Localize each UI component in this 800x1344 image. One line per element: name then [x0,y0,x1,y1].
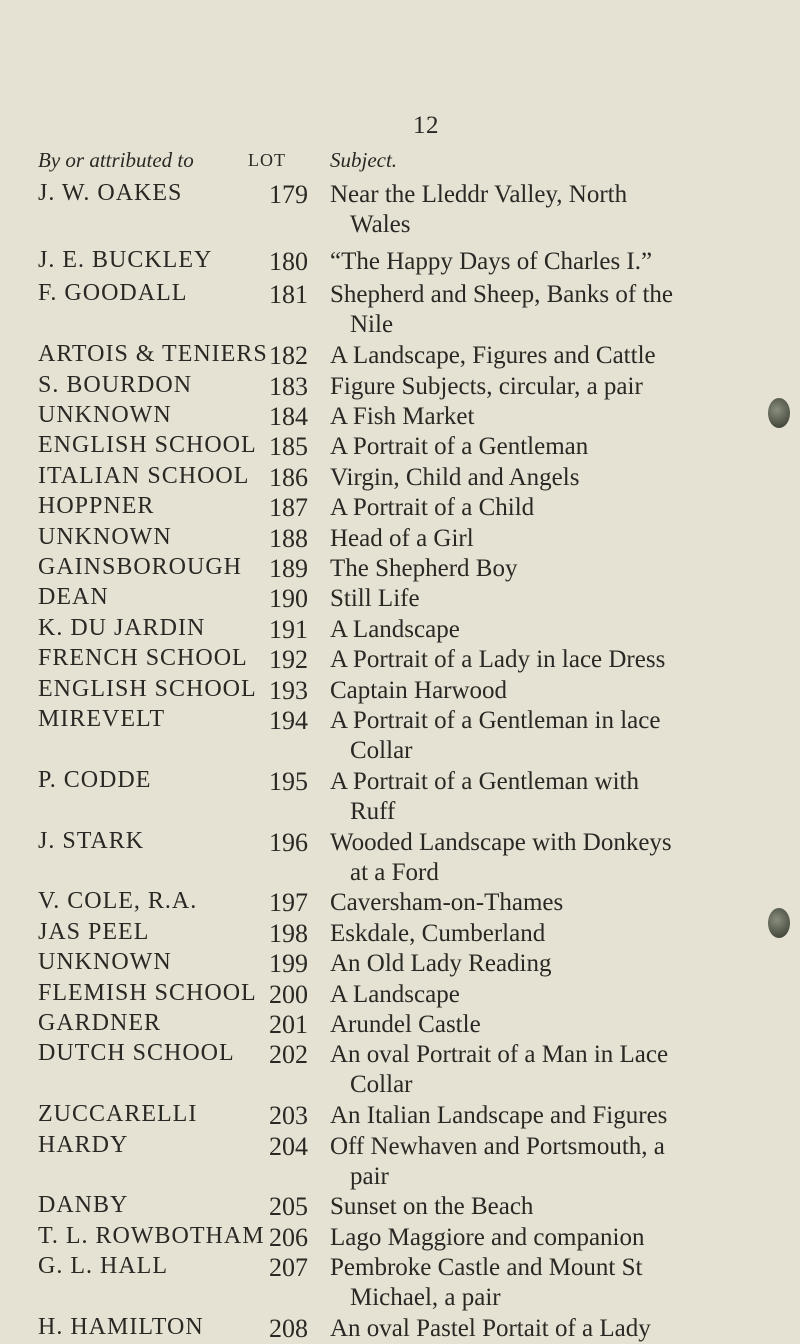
subject-title [330,676,790,706]
lot-number: 180 [269,246,308,276]
subject-title [330,341,790,371]
table-row [0,1040,800,1099]
subject-title [330,767,790,827]
artist-name: S. BOURDON [38,371,193,398]
lot-number: 203 [269,1101,308,1131]
table-row [0,432,800,462]
subject-continuation: Collar [350,736,413,764]
table-row [0,493,800,523]
subject-line: Shepherd and Sheep, Banks of the [330,281,673,309]
subject-continuation: pair [350,1162,389,1190]
table-row [0,1192,800,1222]
lot-number: 193 [269,675,308,705]
artist-name: FRENCH SCHOOL [38,645,248,672]
subject-title [330,1314,790,1344]
artist-name: UNKNOWN [38,949,172,976]
artist-name: G. L. HALL [38,1253,168,1280]
subject-line: Virgin, Child and Angels [330,463,580,491]
subject-title [330,1132,790,1192]
subject-title [330,919,790,949]
subject-line: Figure Subjects, circular, a pair [330,372,643,400]
subject-title [330,1192,790,1222]
column-header-subject: Subject. [330,148,398,172]
subject-title [330,615,790,645]
artist-name: K. DU JARDIN [38,614,206,641]
artist-name: T. L. ROWBOTHAM [38,1222,265,1249]
artist-name: ENGLISH SCHOOL [38,675,257,702]
artist-name: ARTOIS & TENIERS [38,341,268,368]
table-row [0,372,800,402]
artist-name: FLEMISH SCHOOL [38,979,257,1006]
subject-continuation: Ruff [350,797,396,825]
lot-number: 195 [269,766,308,796]
artist-name: JAS PEEL [38,918,150,945]
subject-title [330,180,790,240]
subject-title [330,280,790,340]
lot-number: 187 [269,493,308,523]
subject-title [330,1010,790,1040]
subject-line: Pembroke Castle and Mount St [330,1254,643,1282]
subject-title [330,524,790,554]
lot-number: 189 [269,553,308,583]
subject-line: Lago Maggiore and companion [330,1223,645,1251]
subject-title [330,402,790,432]
table-row [0,180,800,238]
lot-number: 192 [269,645,308,675]
lot-number: 199 [269,949,308,979]
table-row [0,888,800,918]
subject-line: Captain Harwood [330,676,508,704]
lot-number: 182 [269,341,308,371]
table-row [0,247,800,277]
lot-number: 183 [269,371,308,401]
artist-name: J. STARK [38,827,145,854]
artist-name: F. GOODALL [38,280,188,307]
subject-continuation: Michael, a pair [350,1284,501,1312]
lot-number: 206 [269,1222,308,1252]
subject-title [330,463,790,493]
subject-title [330,247,790,277]
lot-number: 201 [269,1009,308,1039]
subject-line: Caversham-on-Thames [330,889,564,917]
artist-name: UNKNOWN [38,523,172,550]
table-row [0,705,800,764]
artist-name: H. HAMILTON [38,1313,204,1340]
table-row [0,1131,800,1190]
subject-line: A Portrait of a Lady in lace Dress [330,646,666,674]
artist-name: GAINSBOROUGH [38,553,243,580]
subject-line: Wooded Landscape with Donkeys [330,828,672,856]
artist-name: J. E. BUCKLEY [38,246,213,273]
table-row [0,1253,800,1312]
table-row [0,280,800,339]
subject-continuation: Wales [350,211,411,238]
subject-line: Sunset on the Beach [330,1193,534,1221]
subject-line: Eskdale, Cumberland [330,919,546,947]
artist-name: V. COLE, R.A. [38,888,198,915]
table-row [0,949,800,979]
artist-name: DUTCH SCHOOL [38,1040,235,1067]
subject-line: A Portrait of a Gentleman [330,433,589,461]
subject-line: A Landscape, Figures and Cattle [330,342,656,370]
table-row [0,584,800,614]
subject-title [330,828,790,888]
artist-name: MIREVELT [38,705,166,732]
table-row [0,980,800,1010]
subject-line: An Italian Landscape and Figures [330,1102,668,1130]
page-number: 12 [413,112,439,139]
subject-title [330,493,790,523]
subject-line: Off Newhaven and Portsmouth, a [330,1132,665,1160]
table-row [0,827,800,886]
subject-line: A Landscape [330,615,460,643]
subject-title [330,949,790,979]
lot-number: 188 [269,523,308,553]
ink-blot [768,398,790,428]
artist-name: HARDY [38,1131,129,1158]
subject-continuation: Nile [350,311,394,339]
lot-number: 202 [269,1040,308,1070]
subject-line: Head of a Girl [330,524,474,552]
subject-line: An oval Pastel Portait of a Lady [330,1314,651,1342]
artist-name: HOPPNER [38,493,155,520]
table-row [0,1010,800,1040]
table-row [0,766,800,825]
subject-line: A Portrait of a Child [330,494,535,522]
table-row [0,1101,800,1131]
subject-title [330,554,790,584]
subject-title [330,1253,790,1313]
subject-continuation: Collar [350,1071,413,1099]
column-header-artist: By or attributed to [38,148,194,172]
table-row [0,645,800,675]
artist-name: DANBY [38,1192,129,1219]
subject-title [330,1101,790,1131]
subject-line: A Portrait of a Gentleman in lace [330,706,661,734]
subject-line: A Fish Market [330,402,475,430]
lot-number: 208 [269,1313,308,1343]
subject-line: An Old Lady Reading [330,950,552,978]
lot-number: 197 [269,888,308,918]
table-row [0,615,800,645]
table-row [0,919,800,949]
lot-number: 185 [269,432,308,462]
subject-title [330,980,790,1010]
table-row [0,402,800,432]
subject-line: An oval Portrait of a Man in Lace [330,1041,669,1069]
lot-number: 194 [269,705,308,735]
subject-title [330,584,790,614]
subject-title [330,888,790,918]
table-row [0,1223,800,1253]
lot-number: 184 [269,401,308,431]
artist-name: ENGLISH SCHOOL [38,432,257,459]
table-row [0,676,800,706]
subject-line: The Shepherd Boy [330,554,518,582]
subject-continuation: at a Ford [350,858,439,886]
subject-line: Arundel Castle [330,1010,481,1038]
artist-name: UNKNOWN [38,401,172,428]
subject-line: A Portrait of a Gentleman with [330,767,639,795]
lot-number: 205 [269,1192,308,1222]
ink-blot [768,908,790,938]
lot-number: 186 [269,462,308,492]
subject-title [330,706,790,766]
lot-number: 207 [269,1253,308,1283]
subject-title [330,372,790,402]
lot-number: 181 [269,280,308,310]
table-row [0,1314,800,1344]
lot-number: 200 [269,979,308,1009]
subject-line: Near the Lleddr Valley, North [330,181,628,208]
artist-name: J. W. OAKES [38,180,183,206]
subject-line: “The Happy Days of Charles I.” [330,247,653,275]
lot-number: 191 [269,614,308,644]
table-row [0,463,800,493]
table-row [0,524,800,554]
subject-title [330,645,790,675]
artist-name: ITALIAN SCHOOL [38,462,250,489]
artist-name: P. CODDE [38,766,152,793]
lot-number: 190 [269,584,308,614]
lot-number: 179 [269,180,308,209]
table-row [0,554,800,584]
lot-number: 198 [269,918,308,948]
subject-line: Still Life [330,585,420,613]
subject-line: A Landscape [330,980,460,1008]
artist-name: GARDNER [38,1009,162,1036]
table-row [0,341,800,371]
column-header-lot: LOT [248,150,286,170]
lot-number: 196 [269,827,308,857]
subject-title [330,1223,790,1253]
artist-name: ZUCCARELLI [38,1101,198,1128]
artist-name: DEAN [38,584,109,611]
subject-title [330,432,790,462]
lot-number: 204 [269,1131,308,1161]
subject-title [330,1040,790,1100]
